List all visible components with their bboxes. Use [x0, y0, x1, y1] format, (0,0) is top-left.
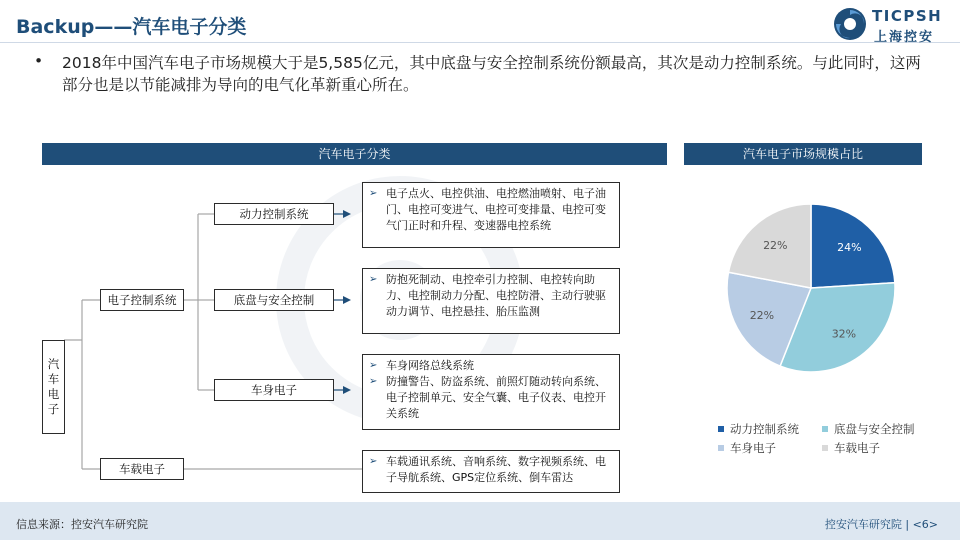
footer-org: 控安汽车研究院	[824, 518, 902, 531]
pie-data-label: 32%	[831, 327, 857, 341]
footer-org-page	[825, 516, 938, 532]
legend-item	[822, 421, 915, 437]
pie-data-label: 22%	[763, 238, 788, 252]
footer-source: 信息来源：控安汽车研究院	[16, 518, 148, 531]
legend-label: 车载电子	[834, 441, 880, 455]
legend-swatch	[822, 445, 828, 451]
node-body: 车身电子	[214, 379, 334, 401]
legend-label: 底盘与安全控制	[834, 422, 915, 436]
root-node-label: 汽 车 电 子	[47, 357, 60, 416]
logo-text: TICPSH	[872, 7, 943, 25]
pie-data-label: 22%	[749, 308, 775, 322]
legend-item	[718, 421, 799, 437]
detail-infotainment-item: ➢ 车载通讯系统、音响系统、数字视频系统、电子导航系统、GPS定位系统、倒车雷达	[369, 454, 613, 486]
detail-body-item: ➢ 防撞警告、防盗系统、前照灯随动转向系统、电子控制单元、安全气囊、电子仪表、电控开关系统	[369, 374, 613, 422]
footer-page-number: <6>	[912, 518, 938, 531]
legend-swatch	[718, 445, 724, 451]
legend-label: 动力控制系统	[730, 422, 799, 436]
footer-separator: |	[905, 518, 910, 531]
chart-title-banner: 汽车电子市场规模占比	[684, 143, 922, 165]
footer-bar	[0, 502, 960, 540]
legend-item	[822, 440, 880, 456]
detail-powertrain-item: ➢ 电子点火、电控供油、电控燃油喷射、电子油门、电控可变进气、电控可变排量、电控可变气门正时和升程、变速器电控系统	[369, 186, 613, 234]
detail-body-item: ➢ 车身网络总线系统	[369, 358, 613, 374]
page-title: Backup——汽车电子分类	[16, 16, 247, 38]
node-chassis: 底盘与安全控制	[214, 289, 334, 311]
node-infotainment: 车载电子	[100, 458, 184, 480]
classification-banner: 汽车电子分类	[42, 143, 667, 165]
intro-text: 2018年中国汽车电子市场规模大于是5,585亿元，其中底盘与安全控制系统份额最高，其次是动力控制系统。与此同时，这两部分也是以节能减排为导向的电气化革新重心所在。	[62, 54, 921, 94]
logo-cn-text: 上海控安	[874, 30, 935, 45]
pie-data-label: 24%	[837, 241, 862, 255]
legend-swatch	[718, 426, 724, 432]
node-ecu: 电子控制系统	[100, 289, 184, 311]
bullet-marker: •	[34, 52, 44, 70]
node-powertrain: 动力控制系统	[214, 203, 334, 225]
legend-swatch	[822, 426, 828, 432]
legend-label: 车身电子	[730, 441, 776, 455]
detail-chassis-item: ➢ 防抱死制动、电控牵引力控制、电控转向助力、电控制动力分配、电控防滑、主动行驶驱动力调节、电控悬挂、胎压监测	[369, 272, 613, 320]
legend-item	[718, 440, 776, 456]
